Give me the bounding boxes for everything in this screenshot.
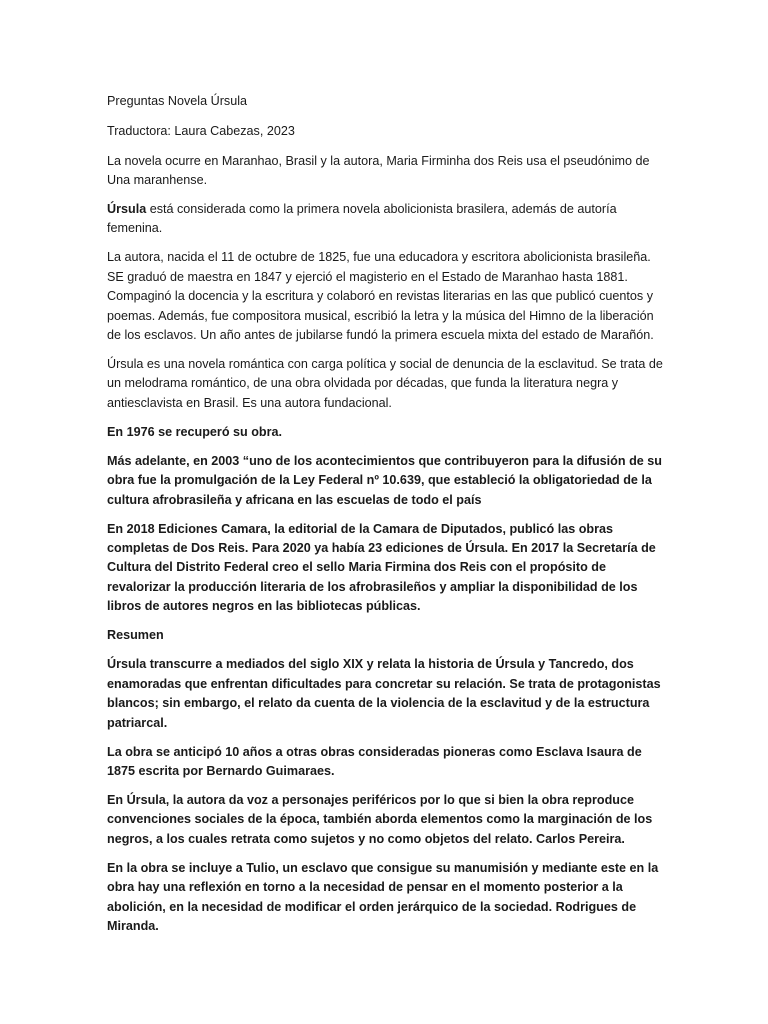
paragraph-setting: La novela ocurre en Maranhao, Brasil y la autora, Maria Firminha dos Reis usa el pseudónimo de Una maranhense. [107, 153, 650, 187]
paragraph-anticipated: La obra se anticipó 10 años a otras obras consideradas pioneras como Esclava Isaura de 1875 escrita por Bernardo Guimaraes. [107, 744, 642, 778]
document-title: Preguntas Novela Úrsula [107, 94, 248, 108]
paragraph-author-bio: La autora, nacida el 11 de octubre de 1825, fue una educadora y escritora abolicionista brasileña. SE graduó de maestra en 1847 y ejerció el magisterio en el Estado de Maranhao hasta 1881. Compaginó la docencia y la escritura y colaboró en revistas literarias en las que publicó cuentos y poemas. Además, fue compositora musical, escribió la letra y la música del Himno de la liberación de los esclavos. Un año antes de jubilarse fundó la primera escuela mixta del estado de Marañón. [107, 250, 654, 343]
translator-line: Traductora: Laura Cabezas, 2023 [107, 123, 295, 138]
paragraph-peripheral-characters: En Úrsula, la autora da voz a personajes periféricos por lo que si bien la obra reproduce convenciones sociales de la época, también aborda elementos como la marginación de los negros, a los cuales retrata como sujetos y no como objetos del relato. Carlos Pereira. [107, 792, 653, 846]
paragraph-recovered-1976: En 1976 se recuperó su obra. [107, 424, 282, 439]
paragraph-summary: Úrsula transcurre a mediados del siglo XIX y relata la historia de Úrsula y Tancredo, dos enamoradas que enfrentan dificultades para concretar su relación. Se trata de protagonistas blancos; sin embargo, el relato da cuenta de la violencia de la esclavitud y de la estructura patriarcal. [107, 657, 661, 730]
section-heading-resumen: Resumen [107, 628, 164, 643]
paragraph-ursula-abolitionist [107, 200, 668, 239]
paragraph-law-2003: Más adelante, en 2003 “uno de los acontecimientos que contribuyeron para la difusión de su obra fue la promulgación de la Ley Federal nº 10.639, que estableció la obligatoriedad de la cultura afrobrasileña y africana en las escuelas de todo el país [107, 453, 662, 507]
paragraph-tulio: En la obra se incluye a Tulio, un esclavo que consigue su manumisión y mediante este en la obra hay una reflexión en torno a la necesidad de pensar en el momento posterior a la abolición, en la necesidad de modificar el orden jerárquico de la sociedad. Rodrigues de Miranda. [107, 860, 659, 933]
paragraph-ursula-abolitionist-text: está considerada como la primera novela abolicionista brasilera, además de autoría femenina. [107, 202, 617, 236]
paragraph-editions-2018: En 2018 Ediciones Camara, la editorial de la Camara de Diputados, publicó las obras completas de Dos Reis. Para 2020 ya había 23 ediciones de Úrsula. En 2017 la Secretaría de Cultura del Distrito Federal creo el sello Maria Firmina dos Reis con el propósito de revalorizar la producción literaria de los afrobrasileños y ampliar la disponibilidad de los libros de autores negros en las bibliotecas públicas. [107, 521, 656, 614]
paragraph-romantic-novel: Úrsula es una novela romántica con carga política y social de denuncia de la esclavitud. Se trata de un melodrama romántico, de una obra olvidada por décadas, que funda la literatura negra y antiesclavista en Brasil. Es una autora fundacional. [107, 357, 663, 410]
bold-title-ursula: Úrsula [107, 202, 147, 216]
